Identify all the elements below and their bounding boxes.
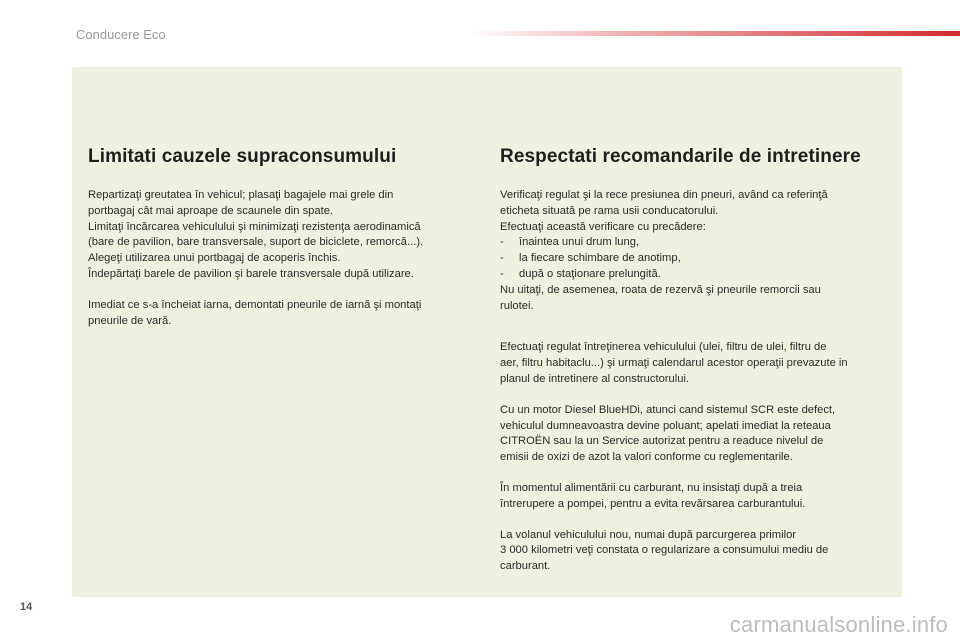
list-item [500,251,890,267]
text-line: Efectuaţi această verificare cu precădere: [500,220,706,233]
text-line: pneurile de vară. [88,314,172,327]
list-item-text: după o staţionare prelungită. [519,267,661,280]
text-line: Efectuaţi regulat întreţinerea vehiculului (ulei, filtru de ulei, filtru de [500,341,827,354]
text-line: La volanul vehiculului nou, numai după parcurgerea primilor [500,528,797,541]
right-paragraph-3 [500,403,890,466]
text-line: vehiculul dumneavoastra devine poluant; apelati imediat la reteaua [500,419,831,432]
right-heading: Respectati recomandarile de intretinere [500,146,861,167]
text-line: întrerupere a pompei, pentru a evita revărsarea carburantului. [500,497,806,510]
text-line: Alegeţi utilizarea unui portbagaj de acoperis închis. [88,252,341,265]
list-dash: - [500,236,504,249]
list-dash: - [500,252,504,265]
text-line: Imediat ce s-a încheiat iarna, demontati pneurile de iarnă şi montaţi [88,298,422,311]
text-line: Limitaţi încărcarea vehiculului şi minimizaţi rezistenţa aerodinamică [88,220,421,233]
list-item-text: înaintea unui drum lung, [519,236,640,249]
text-line: carburant. [500,560,551,573]
left-paragraph-2 [88,298,468,330]
left-column [88,146,468,344]
text-line: CITROËN sau la un Service autorizat pentru a readuce nivelul de [500,435,824,448]
header-accent-bar [470,31,960,36]
text-line: Cu un motor Diesel BlueHDi, atunci cand sistemul SCR este defect, [500,403,836,416]
text-line: Nu uitaţi, de asemenea, roata de rezervă şi pneurile remorcii sau [500,283,821,296]
text-line: portbagaj cât mai aproape de scaunele din spate. [88,204,334,217]
left-heading: Limitati cauzele supraconsumului [88,146,397,167]
right-paragraph-2 [500,340,890,387]
text-line: În momentul alimentării cu carburant, nu insistaţi după a treia [500,481,803,494]
text-line: (bare de pavilion, bare transversale, suport de biciclete, remorcă...). [88,236,424,249]
watermark: carmanualsonline.info [729,612,948,637]
list-item [500,235,890,251]
list-item [500,267,890,283]
right-paragraph-4 [500,481,890,513]
text-line: Repartizaţi greutatea în vehicul; plasaţi bagajele mai grele din [88,189,394,201]
right-paragraph-1 [500,188,890,314]
text-line: emisii de oxizi de azot la valori conforme cu reglementarile. [500,451,793,464]
left-paragraph-1 [88,188,468,283]
right-paragraph-5 [500,528,890,575]
text-line: Verificaţi regulat şi la rece presiunea din pneuri, având ca referinţă [500,189,828,201]
list-item-text: la fiecare schimbare de anotimp, [519,252,681,265]
text-line: planul de intretinere al constructorului. [500,372,690,385]
text-line: rulotei. [500,299,534,312]
page-number: 14 [20,601,33,613]
right-column [500,146,890,590]
section-title: Conducere Eco [76,27,166,42]
text-line: aer, filtru habitaclu...) şi urmaţi calendarul acestor operaţii prevazute in [500,357,848,370]
text-line: Îndepărtaţi barele de pavilion şi barele transversale după utilizare. [88,267,414,280]
list-dash: - [500,267,504,280]
text-line: eticheta situată pe rama usii conducatorului. [500,204,719,217]
text-line: 3 000 kilometri veţi constata o regularizare a consumului mediu de [500,544,829,557]
